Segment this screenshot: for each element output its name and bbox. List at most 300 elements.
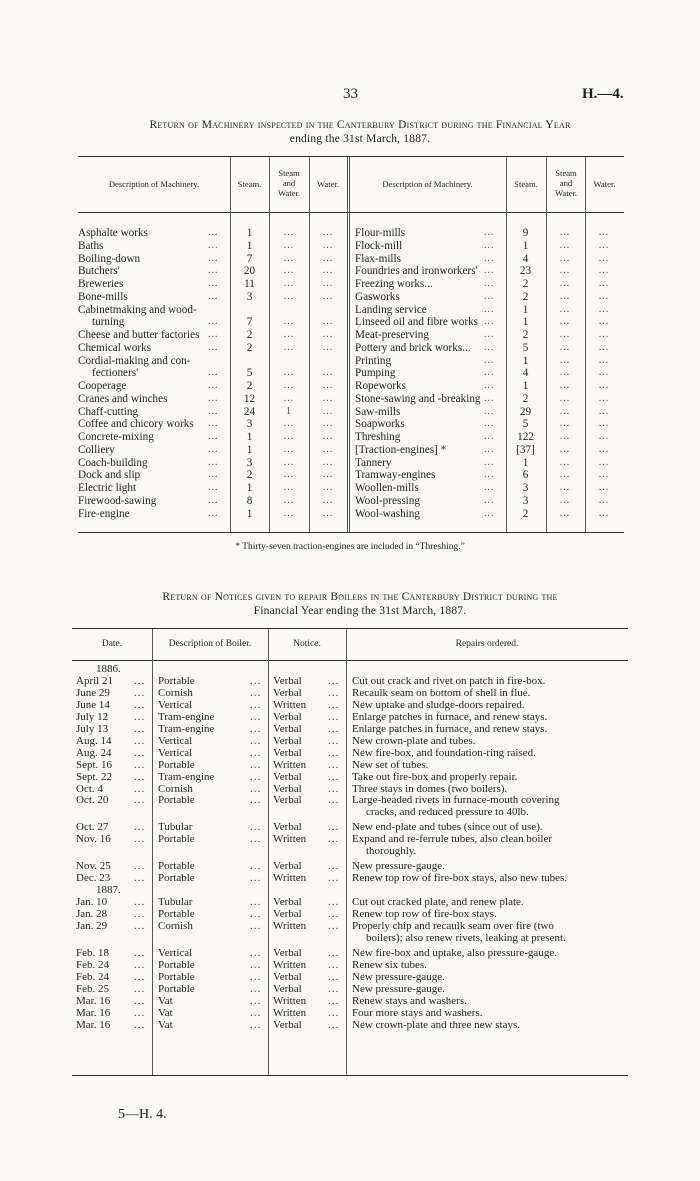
- steam-count: 12: [243, 392, 256, 405]
- leader-dots: ...: [134, 908, 146, 920]
- steam-water-count: ...: [283, 239, 295, 251]
- steam-count: 24: [243, 405, 256, 418]
- steam-water-count: ...: [559, 278, 571, 289]
- steam-count: 6: [522, 469, 529, 482]
- leader-dots: ...: [208, 367, 219, 379]
- water-count: ...: [322, 329, 334, 340]
- water-count: ...: [598, 329, 610, 340]
- notice-date: June 14: [76, 698, 110, 711]
- notice-type: Written: [273, 833, 307, 846]
- leader-dots: ...: [134, 794, 146, 807]
- machinery-name: Threshing: [355, 431, 401, 443]
- leader-dots: ...: [328, 1018, 340, 1031]
- water-count: ...: [322, 380, 334, 391]
- water-count: ...: [322, 290, 334, 302]
- steam-count: 2: [522, 329, 529, 341]
- header-steam: Steam.: [514, 179, 538, 189]
- col-divider: [347, 157, 348, 532]
- machinery-name: Wool-washing: [355, 507, 420, 520]
- leader-dots: ...: [328, 946, 340, 959]
- notice-type: Verbal: [273, 908, 302, 920]
- machinery-name: Coffee and chicory works: [78, 418, 194, 431]
- machinery-name: Cabinetmaking and wood-: [78, 303, 197, 316]
- steam-water-count: ...: [559, 443, 571, 455]
- leader-dots: ...: [328, 1006, 340, 1019]
- steam-count: [37]: [516, 443, 535, 456]
- repairs-ordered: Cut out crack and rivet on patch in fire-box.: [352, 674, 546, 687]
- leader-dots: ...: [484, 392, 495, 404]
- steam-water-count: ...: [283, 329, 295, 340]
- repairs-ordered: New end-plate and tubes (since out of use).: [352, 821, 543, 834]
- table-bottom-rule: [72, 1075, 628, 1076]
- steam-water-count: ...: [283, 367, 295, 379]
- steam-water-count: ...: [559, 290, 571, 302]
- water-count: ...: [598, 507, 610, 519]
- notice-type: Written: [273, 1006, 307, 1019]
- steam-count: 1: [522, 354, 529, 367]
- leader-dots: ...: [250, 794, 262, 807]
- leader-dots: ...: [250, 958, 262, 971]
- leader-dots: ...: [250, 686, 262, 699]
- notice-date: Mar. 16: [76, 1018, 111, 1031]
- leader-dots: ...: [484, 405, 495, 417]
- machinery-title-line2: ending the 31st March, 1887.: [289, 133, 431, 145]
- steam-count: 1: [522, 239, 529, 252]
- boiler-type: Portable: [158, 860, 195, 873]
- leader-dots: ...: [250, 860, 262, 873]
- col-divider: [349, 157, 350, 532]
- steam-water-count: ...: [283, 316, 295, 328]
- repairs-ordered: Properly chip and recaulk seam over fire (two: [352, 919, 554, 932]
- machinery-name: Flax-mills: [355, 252, 401, 265]
- leader-dots: ...: [328, 958, 340, 971]
- steam-count: 2: [522, 392, 529, 405]
- water-count: ...: [598, 354, 610, 366]
- steam-count: 8: [246, 494, 253, 507]
- leader-dots: ...: [328, 734, 340, 747]
- machinery-name: Bone-mills: [78, 290, 128, 303]
- leader-dots: ...: [250, 821, 262, 834]
- steam-count: 3: [522, 482, 529, 494]
- leader-dots: ...: [134, 698, 146, 711]
- leader-dots: ...: [328, 746, 340, 759]
- leader-dots: ...: [250, 919, 262, 932]
- machinery-name: Cordial-making and con-: [78, 354, 191, 367]
- notice-type: Verbal: [273, 1018, 302, 1031]
- header-steam: Steam.: [237, 179, 262, 189]
- col-divider: [268, 629, 269, 1075]
- repairs-ordered-cont: thoroughly.: [366, 845, 417, 858]
- leader-dots: ...: [134, 994, 146, 1007]
- boiler-type: Portable: [158, 982, 195, 995]
- notice-date: Nov. 16: [76, 833, 111, 846]
- leader-dots: ...: [484, 443, 495, 455]
- leader-dots: ...: [328, 860, 340, 873]
- notice-type: Verbal: [273, 722, 302, 735]
- water-count: ...: [322, 405, 334, 417]
- steam-water-count: ...: [283, 456, 295, 468]
- steam-count: 20: [243, 265, 256, 278]
- notice-date: Feb. 24: [76, 970, 109, 983]
- leader-dots: ...: [328, 919, 340, 932]
- machinery-name: Soapworks: [355, 418, 405, 431]
- machinery-name: Dock and slip: [78, 469, 141, 482]
- header-water: Water.: [593, 179, 616, 189]
- leader-dots: ...: [484, 482, 495, 493]
- steam-water-count: ...: [559, 316, 571, 328]
- steam-count: 3: [246, 290, 253, 303]
- notices-title-line2: Financial Year ending the 31st March, 1887.: [253, 605, 467, 617]
- leader-dots: ...: [328, 722, 340, 735]
- leader-dots: ...: [208, 507, 219, 519]
- steam-water-count: ...: [559, 469, 571, 481]
- header-description: Description of Machinery.: [382, 179, 473, 189]
- steam-count: 1: [246, 507, 253, 520]
- water-count: ...: [322, 469, 334, 481]
- notice-type: Verbal: [273, 794, 302, 807]
- leader-dots: ...: [250, 833, 262, 846]
- steam-count: 1: [522, 456, 529, 469]
- col-divider: [152, 629, 153, 1075]
- machinery-name: Flock-mill: [355, 239, 403, 252]
- repairs-ordered: Recaulk seam on bottom of shell in flue.: [352, 686, 531, 699]
- water-count: ...: [322, 227, 334, 238]
- steam-water-count: ...: [283, 507, 295, 519]
- notice-date: Sept. 22: [76, 770, 113, 783]
- notice-date: Mar. 16: [76, 1006, 111, 1019]
- boiler-type: Vertical: [158, 946, 193, 959]
- leader-dots: ...: [328, 770, 340, 783]
- machinery-name: Ropeworks: [355, 380, 406, 392]
- notice-type: Verbal: [273, 710, 302, 723]
- water-count: ...: [322, 431, 334, 442]
- steam-count: 3: [246, 418, 253, 431]
- table-top-rule: [78, 156, 624, 157]
- steam-count: 2: [522, 507, 529, 520]
- leader-dots: ...: [208, 316, 219, 328]
- repairs-ordered: New fire-box, and foundation-ring raised.: [352, 746, 536, 759]
- steam-count: 1: [246, 431, 253, 443]
- leader-dots: ...: [484, 507, 495, 519]
- leader-dots: ...: [328, 758, 340, 771]
- boiler-type: Vat: [158, 1006, 173, 1019]
- header-date: Date.: [101, 639, 123, 649]
- leader-dots: ...: [484, 239, 495, 251]
- leader-dots: ...: [250, 746, 262, 759]
- leader-dots: ...: [134, 758, 146, 771]
- steam-count: 5: [522, 341, 529, 354]
- leader-dots: ...: [484, 329, 495, 340]
- water-count: ...: [598, 494, 610, 506]
- steam-count: 9: [522, 227, 529, 239]
- header-steam-water: Steam and Water.: [278, 168, 300, 198]
- water-count: ...: [322, 482, 334, 493]
- notice-date: Jan. 10: [76, 896, 108, 909]
- leader-dots: ...: [208, 405, 219, 417]
- water-count: ...: [598, 278, 610, 289]
- boiler-type: Vertical: [158, 746, 193, 759]
- leader-dots: ...: [250, 1018, 262, 1031]
- boiler-type: Portable: [158, 758, 195, 771]
- header-boiler: Description of Boiler.: [168, 639, 252, 649]
- machinery-name: Butchers': [78, 265, 120, 278]
- leader-dots: ...: [134, 958, 146, 971]
- leader-dots: ...: [134, 946, 146, 959]
- leader-dots: ...: [250, 698, 262, 711]
- machinery-name: Firewood-sawing: [78, 494, 157, 507]
- notice-date: Mar. 16: [76, 994, 111, 1007]
- leader-dots: ...: [328, 833, 340, 846]
- boiler-type: Portable: [158, 833, 195, 846]
- machinery-name: Chaff-cutting: [78, 405, 139, 418]
- machinery-name: Chemical works: [78, 341, 152, 354]
- header-water: Water.: [317, 179, 339, 189]
- leader-dots: ...: [328, 686, 340, 699]
- boiler-type: Cornish: [158, 782, 193, 795]
- boiler-type: Vat: [158, 1018, 173, 1031]
- repairs-ordered: New set of tubes.: [352, 758, 429, 771]
- steam-count: 5: [246, 367, 253, 380]
- notice-type: Verbal: [273, 821, 302, 834]
- leader-dots: ...: [134, 821, 146, 834]
- steam-water-count: ...: [283, 341, 295, 353]
- water-count: ...: [322, 456, 334, 468]
- leader-dots: ...: [208, 227, 219, 238]
- steam-water-count: ...: [559, 227, 571, 238]
- steam-count: 4: [522, 367, 529, 380]
- leader-dots: ...: [208, 265, 219, 277]
- steam-water-count: ...: [559, 418, 571, 430]
- steam-water-count: ...: [283, 469, 295, 481]
- machinery-name: Concrete-mixing: [78, 431, 154, 443]
- leader-dots: ...: [134, 734, 146, 747]
- leader-dots: ...: [134, 686, 146, 699]
- leader-dots: ...: [134, 982, 146, 995]
- boiler-type: Vertical: [158, 698, 193, 711]
- steam-water-count: ...: [559, 367, 571, 379]
- leader-dots: ...: [484, 418, 495, 430]
- leader-dots: ...: [484, 341, 495, 353]
- steam-water-count: ...: [283, 380, 295, 391]
- steam-count: 1: [246, 239, 253, 252]
- leader-dots: ...: [484, 469, 495, 481]
- leader-dots: ...: [484, 227, 495, 238]
- page-footer-ref: 5—H. 4.: [118, 1107, 167, 1122]
- steam-water-count: ...: [559, 482, 571, 493]
- leader-dots: ...: [208, 278, 219, 289]
- repairs-ordered: New uptake and sludge-doors repaired.: [352, 698, 525, 711]
- steam-water-count: ...: [559, 494, 571, 506]
- machinery-title-line1: Return of Machinery inspected in the Canterbury District during the Financial Year: [149, 119, 571, 131]
- repairs-ordered: Enlarge patches in furnace, and renew stays.: [352, 710, 548, 723]
- steam-count: 2: [246, 380, 253, 392]
- leader-dots: ...: [134, 1018, 146, 1031]
- boiler-type: Tram-engine: [158, 710, 215, 723]
- leader-dots: ...: [328, 698, 340, 711]
- leader-dots: ...: [328, 872, 340, 885]
- notice-type: Verbal: [273, 946, 302, 959]
- repairs-ordered: Expand and re-ferrule tubes, also clean boiler: [352, 833, 553, 846]
- notice-type: Verbal: [273, 782, 302, 795]
- leader-dots: ...: [134, 896, 146, 909]
- leader-dots: ...: [250, 896, 262, 909]
- notice-type: Verbal: [273, 860, 302, 873]
- steam-water-count: ...: [559, 380, 571, 391]
- steam-count: 5: [522, 418, 529, 431]
- leader-dots: ...: [208, 418, 219, 430]
- leader-dots: ...: [250, 970, 262, 983]
- leader-dots: ...: [134, 770, 146, 783]
- leader-dots: ...: [250, 722, 262, 735]
- steam-count: 1: [522, 303, 529, 316]
- repairs-ordered: Renew six tubes.: [352, 958, 427, 971]
- leader-dots: ...: [328, 821, 340, 834]
- header-description: Description of Machinery.: [108, 179, 200, 189]
- steam-water-count: ...: [283, 418, 295, 430]
- machinery-name: [Traction-engines] *: [355, 443, 447, 456]
- steam-water-count: ...: [283, 227, 295, 238]
- leader-dots: ...: [134, 1006, 146, 1019]
- repairs-ordered: New fire-box and uptake, also pressure-gauge.: [352, 946, 557, 959]
- table-header-rule: [72, 660, 628, 661]
- steam-water-count: ...: [559, 431, 571, 442]
- water-count: ...: [322, 443, 334, 455]
- water-count: ...: [598, 303, 610, 315]
- steam-water-count: 1: [286, 405, 292, 417]
- notice-date: Dec. 23: [76, 872, 111, 885]
- notice-date: Jan. 29: [76, 919, 108, 932]
- machinery-name: Pottery and brick works...: [355, 341, 471, 354]
- machinery-name: Stone-sawing and -breaking: [355, 392, 481, 405]
- leader-dots: ...: [134, 782, 146, 795]
- leader-dots: ...: [250, 982, 262, 995]
- leader-dots: ...: [208, 252, 219, 264]
- boiler-type: Cornish: [158, 686, 193, 699]
- repairs-ordered: New pressure-gauge.: [352, 982, 445, 995]
- leader-dots: ...: [208, 494, 219, 506]
- repairs-ordered: Take out fire-box and properly repair.: [352, 770, 518, 783]
- notice-type: Written: [273, 698, 307, 711]
- notice-type: Verbal: [273, 770, 302, 783]
- notice-date: Aug. 24: [76, 746, 112, 759]
- steam-count: 23: [519, 265, 532, 278]
- steam-water-count: ...: [559, 392, 571, 404]
- repairs-ordered: Three stays in domes (two boilers).: [352, 782, 508, 795]
- leader-dots: ...: [484, 380, 495, 391]
- machinery-name: Electric light: [78, 482, 137, 494]
- leader-dots: ...: [328, 982, 340, 995]
- machinery-name: Woollen-mills: [355, 482, 419, 494]
- leader-dots: ...: [134, 919, 146, 932]
- leader-dots: ...: [250, 770, 262, 783]
- water-count: ...: [598, 431, 610, 442]
- leader-dots: ...: [134, 674, 146, 687]
- steam-water-count: ...: [283, 494, 295, 506]
- water-count: ...: [598, 482, 610, 493]
- machinery-name: Cranes and winches: [78, 392, 168, 405]
- header-notice: Notice.: [293, 639, 321, 649]
- notice-type: Verbal: [273, 734, 302, 747]
- leader-dots: ...: [208, 443, 219, 455]
- leader-dots: ...: [484, 354, 495, 366]
- year-label: 1886.: [96, 663, 121, 675]
- boiler-type: Vat: [158, 994, 173, 1007]
- machinery-name: Landing service: [355, 303, 427, 316]
- water-count: ...: [322, 507, 334, 519]
- steam-count: 1: [522, 316, 529, 329]
- water-count: ...: [598, 469, 610, 481]
- leader-dots: ...: [328, 674, 340, 687]
- leader-dots: ...: [484, 367, 495, 379]
- steam-water-count: ...: [559, 456, 571, 468]
- water-count: ...: [598, 265, 610, 277]
- steam-water-count: ...: [283, 265, 295, 277]
- page-number: 33: [343, 86, 358, 102]
- water-count: ...: [598, 380, 610, 391]
- steam-count: 3: [246, 456, 253, 469]
- leader-dots: ...: [328, 994, 340, 1007]
- notice-date: Nov. 25: [76, 860, 111, 873]
- boiler-type: Portable: [158, 794, 195, 807]
- steam-count: 2: [522, 290, 529, 303]
- col-divider: [346, 629, 347, 1075]
- steam-count: 2: [522, 278, 529, 290]
- steam-count: 122: [517, 431, 534, 443]
- notice-date: Feb. 24: [76, 958, 109, 971]
- boiler-type: Tubular: [158, 821, 193, 834]
- notice-date: Oct. 20: [76, 794, 109, 807]
- steam-water-count: ...: [283, 443, 295, 455]
- header-steam-water: Steam and Water.: [555, 168, 577, 198]
- machinery-name: fectioners': [92, 367, 139, 380]
- repairs-ordered: Renew top row of fire-box stays, also new tubes.: [352, 872, 568, 885]
- machinery-name: Colliery: [78, 443, 115, 456]
- boiler-type: Portable: [158, 908, 195, 920]
- leader-dots: ...: [328, 794, 340, 807]
- repairs-ordered: Renew stays and washers.: [352, 994, 467, 1007]
- leader-dots: ...: [208, 431, 219, 442]
- steam-water-count: ...: [283, 482, 295, 493]
- steam-water-count: ...: [559, 507, 571, 519]
- machinery-name: Wool-pressing: [355, 494, 420, 507]
- leader-dots: ...: [484, 265, 495, 277]
- leader-dots: ...: [484, 252, 495, 264]
- machinery-name: Fire-engine: [78, 507, 130, 520]
- leader-dots: ...: [328, 782, 340, 795]
- water-count: ...: [598, 227, 610, 238]
- leader-dots: ...: [134, 970, 146, 983]
- leader-dots: ...: [328, 896, 340, 909]
- leader-dots: ...: [250, 710, 262, 723]
- leader-dots: ...: [134, 722, 146, 735]
- boiler-type: Portable: [158, 872, 195, 885]
- year-label: 1887.: [96, 884, 121, 897]
- repairs-ordered: New pressure-gauge.: [352, 860, 445, 873]
- machinery-name: Printing: [355, 354, 392, 367]
- steam-count: 3: [522, 494, 529, 507]
- machinery-name: Pumping: [355, 367, 396, 380]
- notices-title: [90, 590, 630, 618]
- steam-count: 1: [246, 482, 253, 494]
- repairs-ordered: Enlarge patches in furnace, and renew stays.: [352, 722, 548, 735]
- leader-dots: ...: [484, 456, 495, 468]
- machinery-name: Cheese and butter factories: [78, 329, 200, 341]
- notices-title-line1: Return of Notices given to repair Boilers in the Canterbury District during the: [162, 591, 558, 603]
- leader-dots: ...: [208, 392, 219, 404]
- steam-water-count: ...: [559, 341, 571, 353]
- notice-date: July 13: [76, 722, 109, 735]
- leader-dots: ...: [484, 303, 495, 315]
